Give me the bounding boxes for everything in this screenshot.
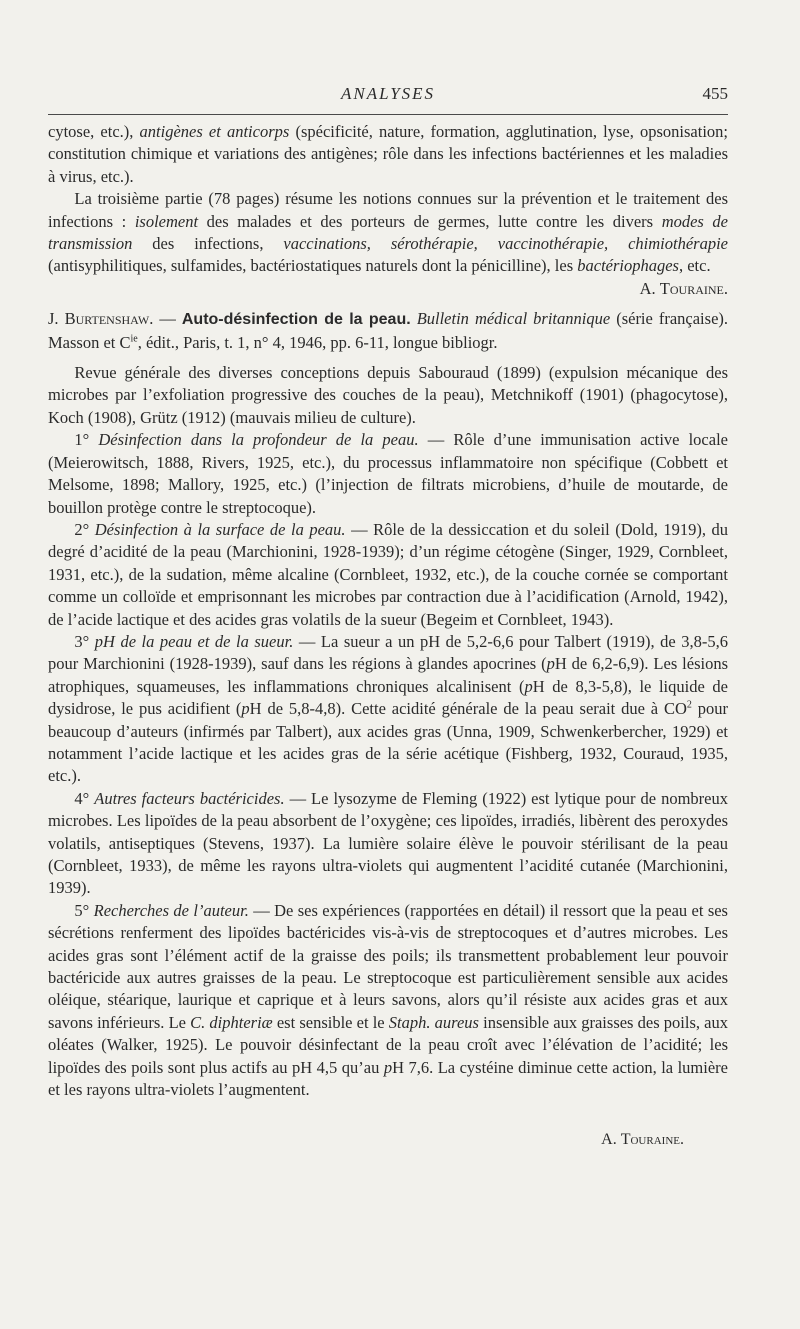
italic-text: p bbox=[524, 676, 533, 696]
text-run: 3° bbox=[74, 631, 95, 651]
text-run: . bbox=[680, 1131, 684, 1148]
text-run: (antisyphilitiques, sulfamides, bactériostatiques naturels dont la pénicilline), les bbox=[48, 256, 578, 276]
text-run: 4° bbox=[74, 788, 95, 808]
text-run: . bbox=[723, 278, 728, 298]
article-body bbox=[48, 121, 728, 1101]
text-run: — Rôle d’une immunisation active locale (Meierowitsch, 1888, Rivers, 1925, etc.), du processus inflammatoire non spécifique (Cobbett et Melsome, 1898; Mallory, 1925, etc.) (l’injection de filtrats microbiens, d’huile de moutarde, de bouillon protège contre le streptocoque). bbox=[48, 430, 728, 517]
text-run: H de 8,3-5,8), le liquide de dysidrose, le pus acidifient ( bbox=[48, 676, 728, 719]
signature bbox=[601, 1131, 684, 1149]
italic-text: Staph. aureus bbox=[388, 1012, 479, 1032]
text-run: — Rôle de la dessiccation et du soleil (Dold, 1919), du degré d’acidité de la peau (Marchionini, 1928-1939); d’un régime cétogène (Singer, 1929, Cornbleet, 1931, etc.), de la sudation, même alcaline (Cornbleet, 1932, etc.), de la couche cornée se comportant comme un colloïde et emprisonnant les microbes par contraction due à l’acidification (Arnold, 1942), de l’acide lactique et des acides gras volatils de la sueur (Begeim et Cornbleet, 1943). bbox=[48, 519, 728, 629]
text-run: , édit., Paris, t. 1, n° 4, 1946, pp. 6-11, longue bibliogr. bbox=[137, 332, 498, 352]
superscript: 2 bbox=[686, 699, 692, 711]
spacer bbox=[48, 354, 728, 362]
paragraph bbox=[48, 308, 728, 354]
text-run: insensible aux graisses des poils, aux oléates (Walker, 1925). Le pouvoir désinfectant de la peau croît avec l’élévation de l’acidité; les lipoïdes des poils sont plus actifs au pH 4,5 qu’au bbox=[48, 1012, 728, 1077]
text-run: des infections, bbox=[132, 234, 284, 254]
text-run: est sensible et le bbox=[272, 1012, 389, 1032]
paragraph bbox=[48, 121, 728, 188]
italic-text: Recherches de l’auteur. bbox=[93, 900, 249, 920]
text-run: A. bbox=[601, 1131, 621, 1148]
text-run: 5° bbox=[74, 900, 94, 920]
paragraph bbox=[48, 362, 728, 429]
italic-text: modes de transmission bbox=[48, 211, 729, 254]
text-run: des malades et des porteurs de germes, lutte contre les divers bbox=[198, 211, 662, 231]
italic-text: Autres facteurs bactéricides. bbox=[94, 788, 285, 808]
author-name: Burtenshaw bbox=[64, 309, 150, 329]
page-number: 455 bbox=[702, 84, 728, 103]
italic-text: antigènes et anticorps bbox=[139, 122, 290, 141]
text-run: Revue générale des diverses conceptions depuis Sabouraud (1899) (expulsion mécanique des microbes par l’exfoliation progressive des couches de la peau), Metchnikoff (1901) (phagocytose), Koch (1908), Grütz (1912) (mauvais milieu de culture). bbox=[48, 363, 728, 427]
italic-text: Désinfection à la surface de la peau. bbox=[94, 519, 346, 539]
text-run: (spécificité, nature, formation, agglutination, lyse, opsonisation; constitution chimique et variations des antigènes; rôle dans les infections bactériennes et les maladies à virus, etc.). bbox=[48, 122, 729, 186]
text-run: (série française). Masson et C bbox=[48, 309, 729, 352]
italic-text: p bbox=[241, 699, 250, 719]
signature bbox=[48, 278, 728, 300]
text-run: H 7,6. La cystéine diminue cette action, la lumière et les rayons ultra-violets l’augmentent. bbox=[48, 1057, 728, 1100]
header-rule bbox=[48, 114, 728, 115]
italic-text: pH de la peau et de la sueur. bbox=[94, 631, 294, 651]
text-run: H de 6,2-6,9). Les lésions atrophiques, squameuses, les inflammations chroniques alcalinisent ( bbox=[48, 654, 728, 696]
text-run: J. bbox=[48, 309, 65, 329]
text-run: A. bbox=[639, 278, 660, 298]
text-run: — Le lysozyme de Fleming (1922) est lytique pour de nombreux microbes. Les lipoïdes de la peau absorbent de l’oxygène; ces lipoïdes, irradiés, libèrent des peroxydes volatils, antiseptiques (Stevens, 1937). La lumière solaire élève le pouvoir stérilisant de la peau (Cornbleet, 1933), de même les rayons ultra-violets qui augmentent l’acidité cutanée (Marchionini, 1939). bbox=[48, 788, 728, 898]
text-run: H de 5,8-4,8). Cette acidité générale de la peau serait due à CO bbox=[249, 699, 687, 719]
italic-text: vaccinations, sérothérapie, vaccinothérapie, chimiothérapie bbox=[283, 234, 729, 254]
italic-text: Désinfection dans la profondeur de la peau. bbox=[98, 430, 419, 450]
review-title: Auto-désinfection de la peau. bbox=[181, 311, 411, 329]
italic-text: p bbox=[546, 654, 555, 674]
italic-text: p bbox=[383, 1057, 393, 1077]
running-title: ANALYSES bbox=[340, 84, 436, 103]
paragraph bbox=[48, 188, 728, 278]
text-run: . — bbox=[149, 309, 182, 329]
text-run: 2° bbox=[74, 519, 95, 539]
paragraph bbox=[48, 788, 728, 900]
italic-text: isolement bbox=[134, 211, 199, 231]
italic-text: bactériophages bbox=[577, 256, 679, 276]
paragraph bbox=[48, 900, 728, 1102]
text-run: — De ses expériences (rapportées en détail) il ressort que la peau et ses sécrétions renferment des lipoïdes bactéricides vis-à-vis de streptocoques et d’autres microbes. Les acides gras sont l’élément actif de la graisse des poils; ils transmettent probablement leur pouvoir bactéricide aux autres graisses de la peau. Le streptocoque est particulièrement sensible aux acides oléique, stéarique, laurique et caprique et à leurs savons, alors qu’il résiste aux acides gras et aux savons inférieurs. Le bbox=[48, 900, 728, 1032]
italic-text: Bulletin médical britannique bbox=[416, 309, 611, 329]
text-run: La troisième partie (78 pages) résume les notions connues sur la prévention et le traitement des infections : bbox=[48, 189, 728, 231]
paragraph bbox=[48, 631, 728, 788]
paragraph bbox=[48, 429, 728, 519]
running-head bbox=[48, 84, 728, 108]
text-run: cytose, etc.), bbox=[48, 122, 140, 141]
superscript: ie bbox=[130, 333, 138, 345]
text-run: — La sueur a un pH de 5,2-6,6 pour Talbert (1919), de 3,8-5,6 pour Marchionini (1928-1939), sauf dans les régions à glandes apocrines ( bbox=[48, 631, 728, 674]
italic-text: C. diphteriæ bbox=[190, 1012, 273, 1032]
text-run: pour beaucoup d’auteurs (infirmés par Talbert), aux acides gras (Unna, 1909, Schwenkerbercher, 1929) et notamment l’acide lactique et les acides gras de la série acétique (Fishberg, 1932, Couraud, 1935, etc.). bbox=[48, 699, 728, 786]
paragraph bbox=[48, 519, 728, 631]
text-run: 1° bbox=[74, 430, 99, 450]
author-name: Touraine bbox=[620, 1131, 680, 1148]
author-name: Touraine bbox=[659, 278, 724, 298]
text-run: , etc. bbox=[678, 256, 711, 276]
